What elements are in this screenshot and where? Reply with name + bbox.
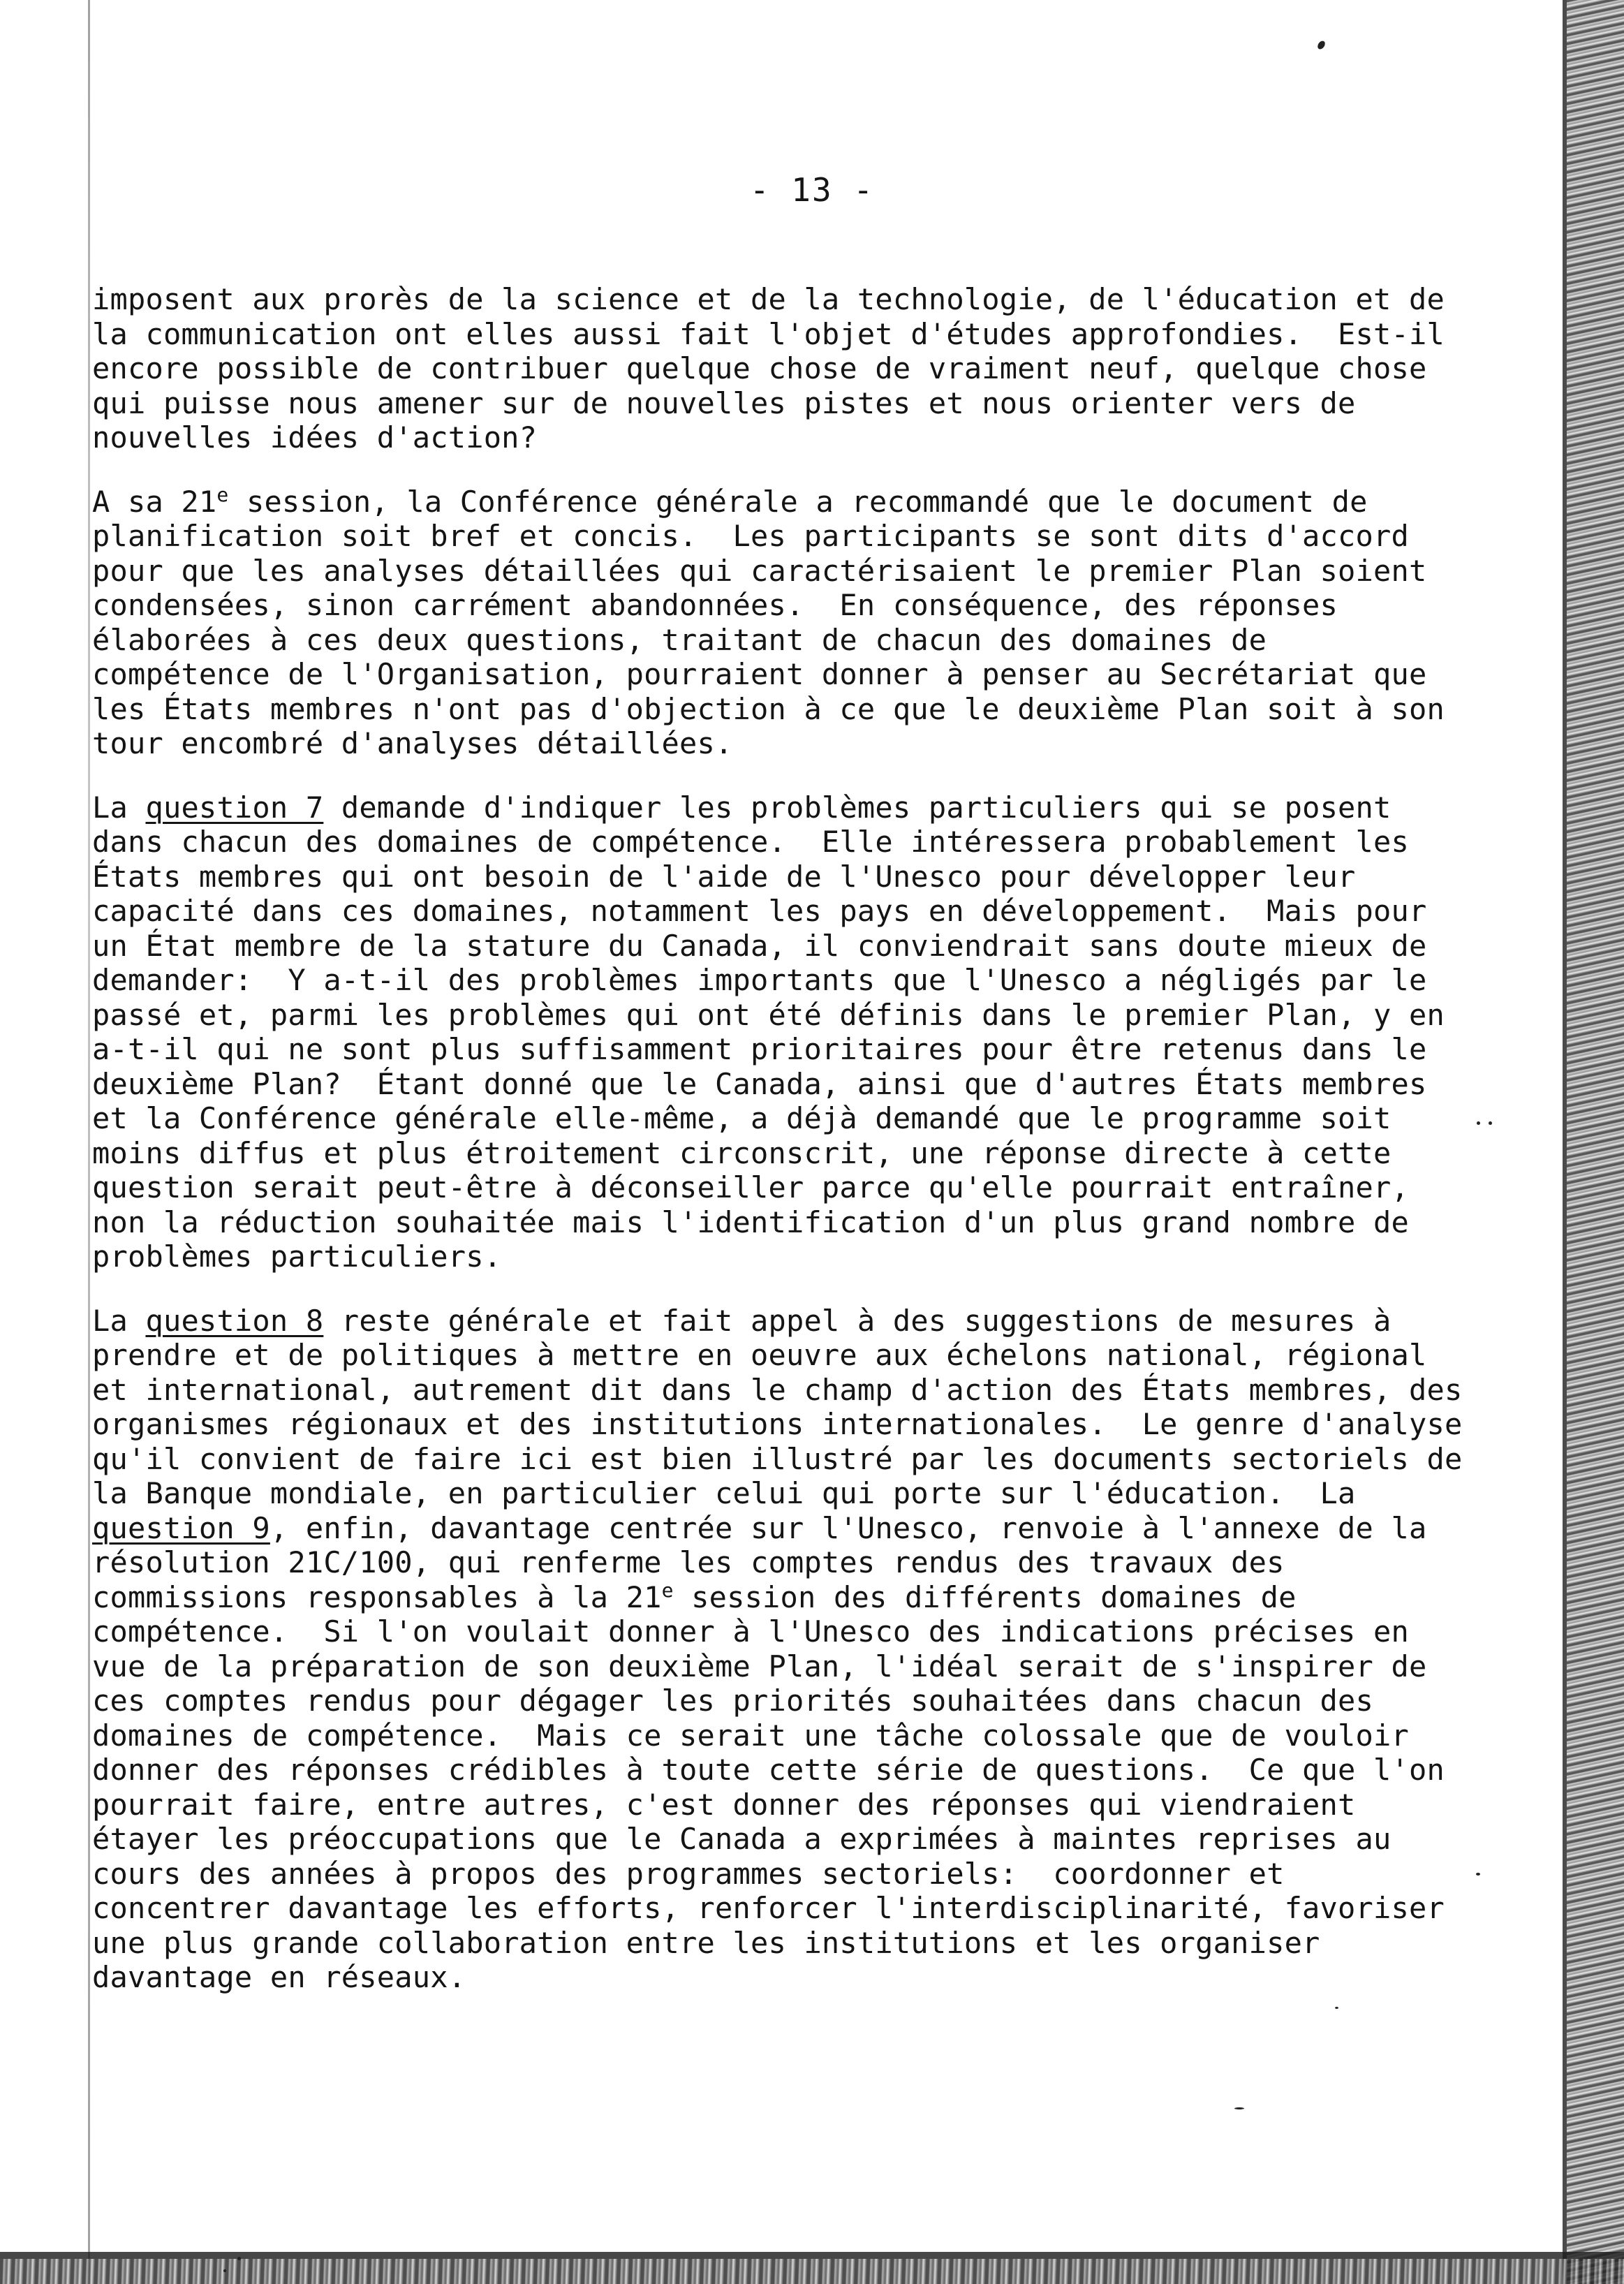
text-segment: La — [92, 790, 146, 825]
text-line: moins diffus et plus étroitement circonscrit, une réponse directe à cette — [92, 1135, 1392, 1170]
text-line: planification soit bref et concis. Les participants se sont dits d'accord — [92, 519, 1409, 553]
text-line: tour encombré d'analyses détaillées. — [92, 726, 733, 760]
scan-speck — [237, 2257, 241, 2260]
text-line: ces comptes rendus pour dégager les priorités souhaitées dans chacun des — [92, 1683, 1374, 1718]
scan-bottom-border — [0, 2252, 1624, 2259]
text-line — [92, 1304, 1454, 1339]
text-line: compétence de l'Organisation, pourraient donner à penser au Secrétariat que — [92, 657, 1427, 691]
question-8-reference: question 8 — [145, 1303, 324, 1338]
text-segment: session des différents domaines de — [673, 1579, 1297, 1614]
text-line: étayer les préoccupations que le Canada a exprimées à maintes reprises au — [92, 1822, 1392, 1856]
superscript: e — [216, 482, 229, 506]
question-9-reference: question 9 — [92, 1510, 270, 1545]
text-line: donner des réponses crédibles à toute cette série de questions. Ce que l'on — [92, 1753, 1445, 1787]
text-line: prendre et de politiques à mettre en oeuvre aux échelons national, régional — [92, 1338, 1427, 1372]
text-segment: A sa 21 — [92, 484, 217, 519]
text-line: non la réduction souhaitée mais l'identification d'un plus grand nombre de — [92, 1204, 1409, 1239]
text-line: davantage en réseaux. — [92, 1960, 466, 1994]
text-line: imposent aux prorès de la science et de la technologie, de l'éducation et de — [92, 282, 1445, 316]
text-line: dans chacun des domaines de compétence. Elle intéressera probablement les — [92, 825, 1409, 859]
paragraph-3 — [92, 790, 1454, 1274]
scan-margin-line — [88, 0, 90, 2284]
text-line: passé et, parmi les problèmes qui ont été définis dans le premier Plan, y en — [92, 997, 1445, 1032]
text-line: encore possible de contribuer quelque chose de vraiment neuf, quelque chose — [92, 351, 1427, 385]
text-line: condensées, sinon carrément abandonnées. En conséquence, des réponses — [92, 588, 1338, 622]
scan-speck — [1316, 40, 1327, 51]
scan-bottom-edge-noise — [0, 2259, 1624, 2284]
superscript: e — [661, 1578, 674, 1602]
text-line — [92, 482, 1454, 520]
text-line: capacité dans ces domaines, notamment les pays en développement. Mais pour — [92, 894, 1427, 928]
text-line: une plus grande collaboration entre les institutions et les organiser — [92, 1925, 1320, 1960]
text-line: concentrer davantage les efforts, renforcer l'interdisciplinarité, favoriser — [92, 1891, 1445, 1925]
text-line: résolution 21C/100, qui renferme les comptes rendus des travaux des — [92, 1545, 1285, 1579]
text-line: et la Conférence générale elle-même, a déjà demandé que le programme soit — [92, 1101, 1392, 1135]
text-line: domaines de compétence. Mais ce serait une tâche colossale que de vouloir — [92, 1718, 1409, 1753]
body-text — [92, 282, 1463, 2024]
text-line: compétence. Si l'on voulait donner à l'Unesco des indications précises en — [92, 1614, 1409, 1649]
text-line: nouvelles idées d'action? — [92, 420, 538, 455]
text-line: et international, autrement dit dans le champ d'action des États membres, des — [92, 1372, 1463, 1407]
text-line: question serait peut-être à déconseiller parce qu'elle pourrait entraîner, — [92, 1170, 1409, 1204]
text-line: demander: Y a-t-il des problèmes importants que l'Unesco a négligés par le — [92, 963, 1427, 997]
text-segment: , enfin, davantage centrée sur l'Unesco, renvoie à l'annexe de la — [270, 1510, 1427, 1545]
text-line: qui puisse nous amener sur de nouvelles pistes et nous orienter vers de — [92, 385, 1356, 420]
scan-speck — [1476, 1873, 1480, 1876]
text-line: la communication ont elles aussi fait l'objet d'études approfondies. Est-il — [92, 316, 1445, 351]
scan-speck — [1234, 2107, 1244, 2109]
paragraph-1 — [92, 282, 1454, 455]
text-line: deuxième Plan? Étant donné que le Canada, ainsi que d'autres États membres — [92, 1066, 1427, 1101]
scan-speck — [1477, 1121, 1480, 1125]
paragraph-2 — [92, 482, 1454, 761]
text-line: pourrait faire, entre autres, c'est donner des réponses qui viendraient — [92, 1787, 1356, 1822]
text-line: un État membre de la stature du Canada, il conviendrait sans doute mieux de — [92, 928, 1427, 963]
text-line: a-t-il qui ne sont plus suffisamment prioritaires pour être retenus dans le — [92, 1032, 1427, 1066]
paragraph-4 — [92, 1303, 1463, 1995]
text-line — [92, 1511, 1454, 1546]
scan-speck — [223, 2269, 226, 2272]
text-line: États membres qui ont besoin de l'aide de l'Unesco pour développer leur — [92, 859, 1356, 894]
scan-speck — [1489, 1121, 1492, 1125]
text-line — [92, 790, 1454, 825]
text-segment: demande d'indiquer les problèmes particuliers qui se posent — [323, 790, 1392, 825]
text-line: problèmes particuliers. — [92, 1239, 502, 1274]
text-line: pour que les analyses détaillées qui caractérisaient le premier Plan soient — [92, 553, 1427, 588]
question-7-reference: question 7 — [145, 790, 324, 825]
scan-right-edge-noise — [1567, 0, 1624, 2284]
text-segment: La — [92, 1303, 146, 1338]
text-segment: session, la Conférence générale a recommandé que le document de — [228, 484, 1368, 519]
text-line: organismes régionaux et des institutions internationales. Le genre d'analyse — [92, 1407, 1463, 1441]
text-line: élaborées à ces deux questions, traitant de chacun des domaines de — [92, 622, 1267, 657]
text-line: qu'il convient de faire ici est bien illustré par les documents sectoriels de — [92, 1441, 1463, 1476]
text-line: cours des années à propos des programmes sectoriels: coordonner et — [92, 1856, 1285, 1891]
text-line: vue de la préparation de son deuxième Plan, l'idéal serait de s'inspirer de — [92, 1649, 1427, 1683]
text-line: les États membres n'ont pas d'objection à ce que le deuxième Plan soit à son — [92, 691, 1445, 726]
text-segment: commissions responsables à la 21 — [92, 1579, 662, 1614]
text-line — [92, 1580, 1454, 1615]
page-number: - 13 - — [749, 171, 875, 209]
text-line: la Banque mondiale, en particulier celui qui porte sur l'éducation. La — [92, 1476, 1356, 1510]
text-segment: reste générale et fait appel à des suggestions de mesures à — [323, 1303, 1392, 1338]
